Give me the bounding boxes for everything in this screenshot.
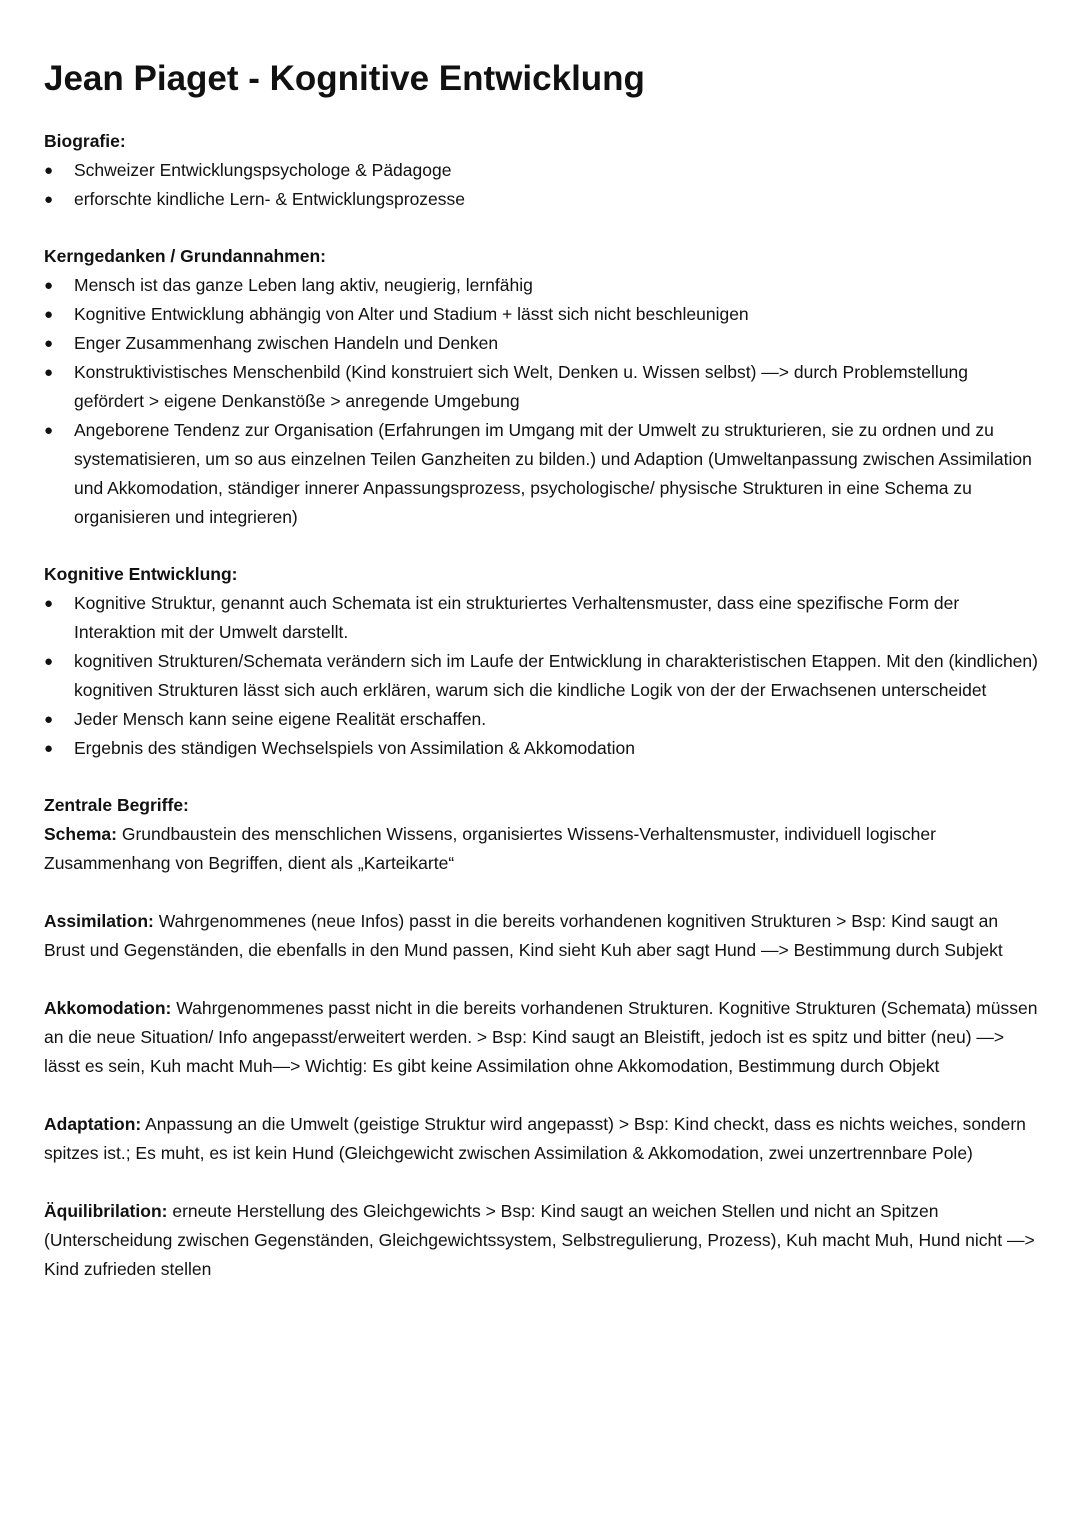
list-item <box>44 358 1040 416</box>
list-item <box>44 156 1040 185</box>
term-definition-akkomodation <box>44 994 1040 1081</box>
bullet-icon: ● <box>44 422 54 439</box>
bullet-icon: ● <box>44 191 54 208</box>
list-item <box>44 734 1040 763</box>
list-item-text: Angeborene Tendenz zur Organisation (Erfahrungen im Umgang mit der Umwelt zu strukturieren, sie zu ordnen und zu systematisieren, um so aus einzelnen Teilen Ganzheiten zu bilden.) und Adaption (Umweltanpassung zwischen Assimilation und Akkomodation, ständiger innerer Anpassungsprozess, psychologische/ physische Strukturen in eine Schema zu organisieren und integrieren) <box>74 420 1032 527</box>
list-item-text: Mensch ist das ganze Leben lang aktiv, neugierig, lernfähig <box>74 275 533 295</box>
bullet-list <box>44 271 1040 532</box>
bullet-list <box>44 589 1040 763</box>
bullet-icon: ● <box>44 653 54 670</box>
list-item <box>44 416 1040 532</box>
bullet-icon: ● <box>44 335 54 352</box>
bullet-icon: ● <box>44 306 54 323</box>
section-heading: Zentrale Begriffe: <box>44 795 189 815</box>
list-item <box>44 185 1040 214</box>
list-item-text: Enger Zusammenhang zwischen Handeln und Denken <box>74 333 499 353</box>
bullet-icon: ● <box>44 162 54 179</box>
section-heading: Kerngedanken / Grundannahmen: <box>44 246 326 266</box>
section-heading: Biografie: <box>44 131 126 151</box>
bullet-list <box>44 156 1040 214</box>
section-zentrale-begriffe <box>44 791 1040 1284</box>
list-item-text: kognitiven Strukturen/Schemata verändern sich im Laufe der Entwicklung in charakteristischen Etappen. Mit den (kindlichen) kognitiven Strukturen lässt sich auch erklären, warum sich die kindliche Logik von der der Erwachsenen unterscheidet <box>74 651 1038 700</box>
list-item-text: Schweizer Entwicklungspsychologe & Pädagoge <box>74 160 452 180</box>
list-item <box>44 647 1040 705</box>
list-item-text: Ergebnis des ständigen Wechselspiels von Assimilation & Akkomodation <box>74 738 635 758</box>
term-definition-schema <box>44 820 1040 878</box>
bullet-icon: ● <box>44 740 54 757</box>
list-item <box>44 329 1040 358</box>
list-item-text: erforschte kindliche Lern- & Entwicklungsprozesse <box>74 189 466 209</box>
list-item-text: Konstruktivistisches Menschenbild (Kind konstruiert sich Welt, Denken u. Wissen selbst) —> durch Problemstellung gefördert > eigene Denkanstöße > anregende Umgebung <box>74 362 969 411</box>
list-item <box>44 589 1040 647</box>
term-text: Wahrgenommenes (neue Infos) passt in die bereits vorhandenen kognitiven Strukturen > Bsp: Kind saugt an Brust und Gegenständen, die ebenfalls in den Mund passen, Kind sieht Kuh aber sagt Hund —> Bestimmung durch Subjekt <box>44 911 1003 960</box>
bullet-icon: ● <box>44 595 54 612</box>
list-item-text: Kognitive Struktur, genannt auch Schemata ist ein strukturiertes Verhaltensmuster, dass eine spezifische Form der Interaktion mit der Umwelt darstellt. <box>74 593 960 642</box>
list-item <box>44 705 1040 734</box>
term-text: Wahrgenommenes passt nicht in die bereits vorhandenen Strukturen. Kognitive Strukturen (Schemata) müssen an die neue Situation/ Info angepasst/erweitert werden. > Bsp: Kind saugt an Bleistift, jedoch ist es spitz und bitter (neu) —> lässt es sein, Kuh macht Muh—> Wichtig: Es gibt keine Assimilation ohne Akkomodation, Bestimmung durch Objekt <box>44 998 1038 1076</box>
list-item-text: Kognitive Entwicklung abhängig von Alter und Stadium + lässt sich nicht beschleunigen <box>74 304 749 324</box>
term-label: Assimilation: <box>44 911 154 931</box>
term-label: Schema: <box>44 824 117 844</box>
term-definition-assimilation <box>44 907 1040 965</box>
section-kerngedanken <box>44 242 1040 532</box>
page-title: Jean Piaget - Kognitive Entwicklung <box>44 59 645 98</box>
term-label: Adaptation: <box>44 1114 142 1134</box>
term-text: erneute Herstellung des Gleichgewichts > Bsp: Kind saugt an weichen Stellen und nicht an Spitzen (Unterscheidung zwischen Gegenständen, Gleichgewichtssystem, Selbstregulierung, Prozess), Kuh macht Muh, Hund nicht —> Kind zufrieden stellen <box>44 1201 1035 1279</box>
list-item-text: Jeder Mensch kann seine eigene Realität erschaffen. <box>74 709 487 729</box>
section-kognitive-entwicklung <box>44 560 1040 763</box>
bullet-icon: ● <box>44 711 54 728</box>
term-definition-aequilibrilation <box>44 1197 1040 1284</box>
section-biografie <box>44 127 1040 214</box>
bullet-icon: ● <box>44 364 54 381</box>
term-label: Äquilibrilation: <box>44 1201 168 1221</box>
term-text: Anpassung an die Umwelt (geistige Struktur wird angepasst) > Bsp: Kind checkt, dass es nichts weiches, sondern spitzes ist.; Es muht, es ist kein Hund (Gleichgewicht zwischen Assimilation & Akkomodation, zwei unzertrennbare Pole) <box>44 1114 1026 1163</box>
term-text: Grundbaustein des menschlichen Wissens, organisiertes Wissens-Verhaltensmuster, individuell logischer Zusammenhang von Begriffen, dient als „Karteikarte“ <box>44 824 936 873</box>
section-heading: Kognitive Entwicklung: <box>44 564 238 584</box>
list-item <box>44 300 1040 329</box>
list-item <box>44 271 1040 300</box>
bullet-icon: ● <box>44 277 54 294</box>
term-definition-adaptation <box>44 1110 1040 1168</box>
term-label: Akkomodation: <box>44 998 172 1018</box>
